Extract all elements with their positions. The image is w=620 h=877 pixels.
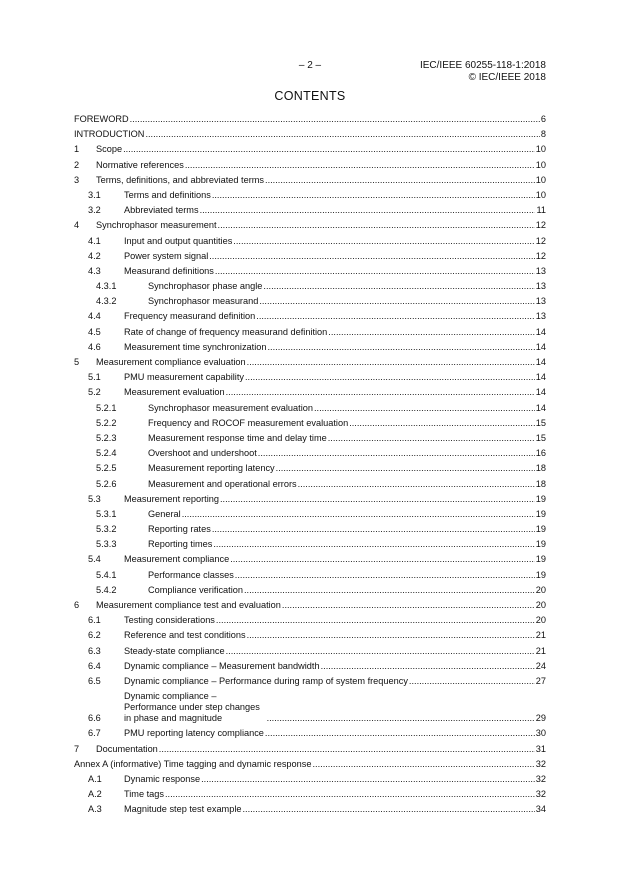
dot-leader [244, 585, 535, 596]
toc-entry-number: 4.2 [88, 250, 101, 261]
toc-entry-page: 14 [535, 341, 546, 352]
toc-entry[interactable] [74, 744, 546, 755]
dot-leader [201, 774, 535, 785]
dot-leader [123, 144, 535, 155]
toc-entry-page: 32 [535, 773, 546, 784]
toc-entry-title: PMU reporting latency compliance [124, 728, 264, 739]
toc-entry[interactable] [74, 342, 546, 353]
toc-entry-page: 19 [535, 508, 546, 519]
dot-leader [245, 372, 535, 383]
toc-entry-page: 12 [535, 250, 546, 261]
toc-entry[interactable] [74, 570, 546, 581]
toc-entry[interactable] [74, 661, 546, 672]
toc-entry[interactable] [74, 691, 546, 724]
toc-entry-page: 19 [535, 539, 546, 550]
toc-entry-page: 13 [535, 265, 546, 276]
toc-entry-title: Dynamic compliance – Performance during ramp of system frequency [124, 675, 408, 686]
toc-entry-number: 5 [74, 357, 80, 367]
dot-leader [213, 539, 534, 550]
dot-leader [265, 175, 535, 186]
toc-entry[interactable] [74, 251, 546, 262]
toc-entry-number: 6.6 [88, 713, 101, 724]
toc-entry-title: PMU measurement capability [124, 372, 244, 383]
toc-entry[interactable] [74, 630, 546, 641]
toc-entry-page: 19 [535, 493, 546, 504]
toc-entry-page: 24 [535, 660, 546, 671]
dot-leader [314, 403, 535, 414]
dot-leader [282, 600, 535, 611]
toc-entry-number: 6.5 [88, 675, 101, 686]
toc-entry[interactable] [74, 554, 546, 565]
toc-entry-number: 5.4 [88, 554, 101, 565]
toc-entry-page: 12 [535, 235, 546, 246]
toc-entry-title: Performance classes [148, 569, 234, 580]
standard-id: IEC/IEEE 60255-118-1:2018 [419, 60, 546, 71]
toc-entry-page: 14 [535, 372, 546, 383]
copyright: © IEC/IEEE 2018 [468, 72, 546, 83]
dot-leader [267, 342, 534, 353]
toc-entry[interactable] [74, 144, 546, 155]
toc-entry[interactable] [74, 129, 546, 140]
toc-entry-title: Steady-state compliance [124, 645, 225, 656]
toc-entry-page: 20 [535, 615, 546, 626]
toc-entry-number: 4.4 [88, 311, 101, 322]
toc-entry[interactable] [74, 479, 546, 490]
toc-entry-title: Documentation [96, 743, 158, 754]
toc-entry-page: 31 [535, 743, 546, 754]
toc-entry-page: 12 [535, 220, 546, 231]
toc-entry-title: Abbreviated terms [124, 205, 199, 216]
toc-entry-title: Frequency and ROCOF measurement evaluation [148, 417, 349, 428]
toc-entry[interactable] [74, 175, 546, 186]
toc-entry-number: A.1 [88, 773, 102, 784]
dot-leader [263, 281, 534, 292]
toc-entry[interactable] [74, 357, 546, 368]
dot-leader [349, 418, 535, 429]
toc-entry-number: 5.2 [88, 387, 101, 398]
toc-entry-page: 11 [536, 205, 546, 216]
toc-entry-title: Reporting times [148, 539, 213, 550]
toc-entry-title: Dynamic compliance – Performance under step changes in phase and magnitude [124, 691, 260, 724]
toc-entry[interactable] [74, 281, 546, 292]
toc-entry-page: 14 [535, 357, 546, 367]
toc-entry-number: 4.6 [88, 341, 101, 352]
dot-leader [215, 266, 535, 277]
toc-entry-page: 13 [535, 311, 546, 322]
toc-entry[interactable] [74, 160, 546, 171]
toc-entry-title: Input and output quantities [124, 235, 233, 246]
toc-entry-number: 4.1 [88, 235, 101, 246]
toc-entry-page: 15 [535, 432, 546, 443]
dot-leader [259, 296, 534, 307]
toc-entry-page: 6 [540, 114, 546, 124]
toc-entry-page: 16 [535, 448, 546, 459]
dot-leader [230, 554, 535, 565]
toc-entry-title: Compliance verification [148, 584, 243, 595]
toc-entry-title: Time tags [124, 789, 164, 800]
toc-entry-title: Reference and test conditions [124, 630, 246, 641]
dot-leader [328, 433, 535, 444]
dot-leader [212, 190, 535, 201]
toc-entry[interactable] [74, 372, 546, 383]
toc-entry-number: 3.2 [88, 205, 101, 216]
toc-entry-title: Dynamic response [124, 773, 201, 784]
toc-entry-title: Terms, definitions, and abbreviated terms [96, 174, 265, 185]
toc-entry[interactable] [74, 585, 546, 596]
toc-entry[interactable] [74, 266, 546, 277]
dot-leader [182, 509, 535, 520]
dot-leader [165, 789, 535, 800]
toc-entry-title: Frequency measurand definition [124, 311, 256, 322]
toc-entry-number: 1 [74, 144, 80, 155]
toc-entry-title: Testing considerations [124, 615, 215, 626]
toc-entry[interactable] [74, 728, 546, 739]
toc-entry-number: 5.2.2 [96, 417, 117, 428]
toc-entry-number: 6.7 [88, 728, 101, 739]
toc-entry[interactable] [74, 524, 546, 535]
toc-entry-number: 5.2.6 [96, 478, 117, 489]
toc-entry-page: 14 [535, 326, 546, 337]
toc-entry-number: 5.3.3 [96, 539, 117, 550]
toc-entry-title: Terms and definitions [124, 189, 211, 200]
toc-entry[interactable] [74, 676, 546, 687]
dot-leader [235, 570, 535, 581]
toc-entry[interactable] [74, 311, 546, 322]
toc-entry-title: Measurement time synchronization [124, 341, 267, 352]
toc-entry-title: Measurement reporting [124, 493, 219, 504]
toc-entry-title: Synchrophasor measurement [96, 220, 217, 231]
toc-entry[interactable] [74, 220, 546, 231]
dot-leader [328, 327, 534, 338]
toc-entry[interactable] [74, 236, 546, 247]
toc-entry[interactable] [74, 615, 546, 626]
page-number: – 2 – [298, 60, 322, 71]
toc-entry-page: 15 [535, 417, 546, 428]
toc-entry-title: Synchrophasor phase angle [148, 281, 263, 292]
toc-entry-number: 4 [74, 220, 80, 231]
toc-entry-title: Power system signal [124, 250, 209, 261]
toc-entry-number: 5.3.2 [96, 524, 117, 535]
toc-entry[interactable] [74, 539, 546, 550]
dot-leader [267, 713, 535, 724]
toc-entry-number: A.2 [88, 789, 102, 800]
toc-entry-title: Measurement response time and delay time [148, 432, 327, 443]
toc-entry-title: Measurement and operational errors [148, 478, 297, 489]
toc-entry[interactable] [74, 205, 546, 216]
toc-entry-page: 32 [535, 789, 546, 800]
toc-entry-page: 18 [535, 463, 546, 474]
toc-entry-title: General [148, 508, 181, 519]
toc-entry-number: 5.2.1 [96, 402, 117, 413]
toc-entry[interactable] [74, 509, 546, 520]
toc-entry-title: FOREWORD [74, 114, 129, 124]
toc-entry-page: 13 [535, 281, 546, 292]
toc-entry-page: 32 [535, 758, 546, 769]
toc-entry[interactable] [74, 759, 546, 770]
toc-entry-page: 27 [535, 675, 546, 686]
toc-entry[interactable] [74, 433, 546, 444]
toc-entry-page: 14 [535, 387, 546, 398]
toc-entry-number: 4.5 [88, 326, 101, 337]
dot-leader [256, 311, 535, 322]
toc-entry-title: Synchrophasor measurand [148, 296, 259, 307]
toc-entry-title: Measurement compliance test and evaluation [96, 600, 281, 610]
dot-leader [200, 205, 536, 216]
toc-entry-number: 3.1 [88, 189, 101, 200]
toc-entry-page: 14 [535, 402, 546, 413]
toc-entry-page: 10 [535, 144, 546, 155]
toc-entry-number: 6.2 [88, 630, 101, 641]
dot-leader [276, 463, 535, 474]
toc-entry[interactable] [74, 387, 546, 398]
toc-entry[interactable] [74, 789, 546, 800]
toc-entry-title: Overshoot and undershoot [148, 448, 257, 459]
toc-entry-number: 5.2.4 [96, 448, 117, 459]
toc-entry-page: 8 [540, 129, 546, 140]
dot-leader [312, 759, 534, 770]
toc-entry[interactable] [74, 600, 546, 611]
standard-header [420, 60, 546, 84]
toc-entry-title: Dynamic compliance – Measurement bandwidth [124, 660, 320, 671]
toc-entry-page: 19 [535, 554, 546, 565]
toc-entry-number: 6 [74, 600, 80, 610]
toc-entry-page: 29 [535, 713, 546, 724]
toc-entry-number: 4.3.1 [96, 281, 117, 292]
toc-entry-title: Measurement compliance [124, 554, 230, 565]
toc-entry[interactable] [74, 190, 546, 201]
dot-leader [216, 615, 535, 626]
toc-entry-page: 20 [535, 584, 546, 595]
toc-entry[interactable] [74, 804, 546, 815]
toc-entry-page: 30 [535, 728, 546, 739]
dot-leader [321, 661, 535, 672]
dot-leader [298, 479, 535, 490]
contents-title: CONTENTS [274, 89, 346, 103]
dot-leader [185, 160, 535, 171]
dot-leader [247, 630, 535, 641]
toc-entry-title: Measurement compliance evaluation [96, 357, 246, 367]
toc-entry-number: 4.3 [88, 265, 101, 276]
toc-entry-page: 34 [535, 804, 546, 815]
toc-entry-page: 21 [535, 645, 546, 656]
dot-leader [218, 220, 535, 231]
toc-entry-page: 19 [535, 524, 546, 535]
toc-entry-title: Measurement evaluation [124, 387, 225, 398]
toc-entry-number: 5.4.1 [96, 569, 117, 580]
toc-entry[interactable] [74, 774, 546, 785]
toc-entry-number: 6.4 [88, 660, 101, 671]
toc-entry-number: 5.3.1 [96, 508, 117, 519]
toc-entry[interactable] [74, 403, 546, 414]
dot-leader [226, 646, 535, 657]
toc-entry-page: 19 [535, 569, 546, 580]
toc-entry-number: 5.2.5 [96, 463, 117, 474]
toc-entry-number: A.3 [88, 804, 102, 815]
toc-entry-page: 10 [535, 159, 546, 170]
toc-entry[interactable] [74, 327, 546, 338]
toc-entry-number: 5.4.2 [96, 584, 117, 595]
dot-leader [265, 728, 535, 739]
dot-leader [220, 494, 535, 505]
toc-entry-number: 6.1 [88, 615, 101, 626]
dot-leader [159, 744, 535, 755]
dot-leader [233, 236, 534, 247]
toc-entry-page: 10 [535, 189, 546, 200]
toc-entry-number: 5.1 [88, 372, 101, 383]
dot-leader [145, 129, 539, 140]
dot-leader [212, 524, 535, 535]
toc-entry-title: Reporting rates [148, 524, 211, 535]
dot-leader [130, 114, 540, 125]
toc-entry-title: Magnitude step test example [124, 804, 242, 815]
toc-entry[interactable] [74, 418, 546, 429]
toc-entry-page: 13 [535, 296, 546, 307]
toc-entry[interactable] [74, 463, 546, 474]
dot-leader [242, 804, 534, 815]
toc-entry-number: 3 [74, 174, 80, 185]
toc-entry-number: 7 [74, 743, 80, 754]
toc-entry[interactable] [74, 114, 546, 125]
toc-entry-title: Measurement reporting latency [148, 463, 275, 474]
dot-leader [247, 357, 535, 368]
toc-entry[interactable] [74, 646, 546, 657]
toc-entry-number: 6.3 [88, 645, 101, 656]
toc-entry[interactable] [74, 494, 546, 505]
toc-entry-page: 18 [535, 478, 546, 489]
toc-entry-number: 5.3 [88, 493, 101, 504]
toc-entry-title: Measurand definitions [124, 265, 214, 276]
toc-entry-number: 2 [74, 159, 80, 170]
toc-entry-page: 21 [535, 630, 546, 641]
toc-entry-title: Scope [96, 144, 123, 155]
toc-entry-title: INTRODUCTION [74, 129, 145, 140]
toc-entry-title: Rate of change of frequency measurand definition [124, 326, 328, 337]
toc-entry-page: 20 [535, 600, 546, 610]
table-of-contents [74, 114, 546, 819]
toc-entry-number: 4.3.2 [96, 296, 117, 307]
toc-entry-title: Normative references [96, 159, 184, 170]
dot-leader [226, 387, 535, 398]
dot-leader [409, 676, 535, 687]
toc-entry[interactable] [74, 448, 546, 459]
toc-entry-number: 5.2.3 [96, 432, 117, 443]
toc-entry-title: Annex A (informative) Time tagging and dynamic response [74, 758, 312, 769]
toc-entry-title: Synchrophasor measurement evaluation [148, 402, 313, 413]
dot-leader [209, 251, 535, 262]
dot-leader [258, 448, 535, 459]
toc-entry[interactable] [74, 296, 546, 307]
toc-entry-page: 10 [535, 174, 546, 185]
